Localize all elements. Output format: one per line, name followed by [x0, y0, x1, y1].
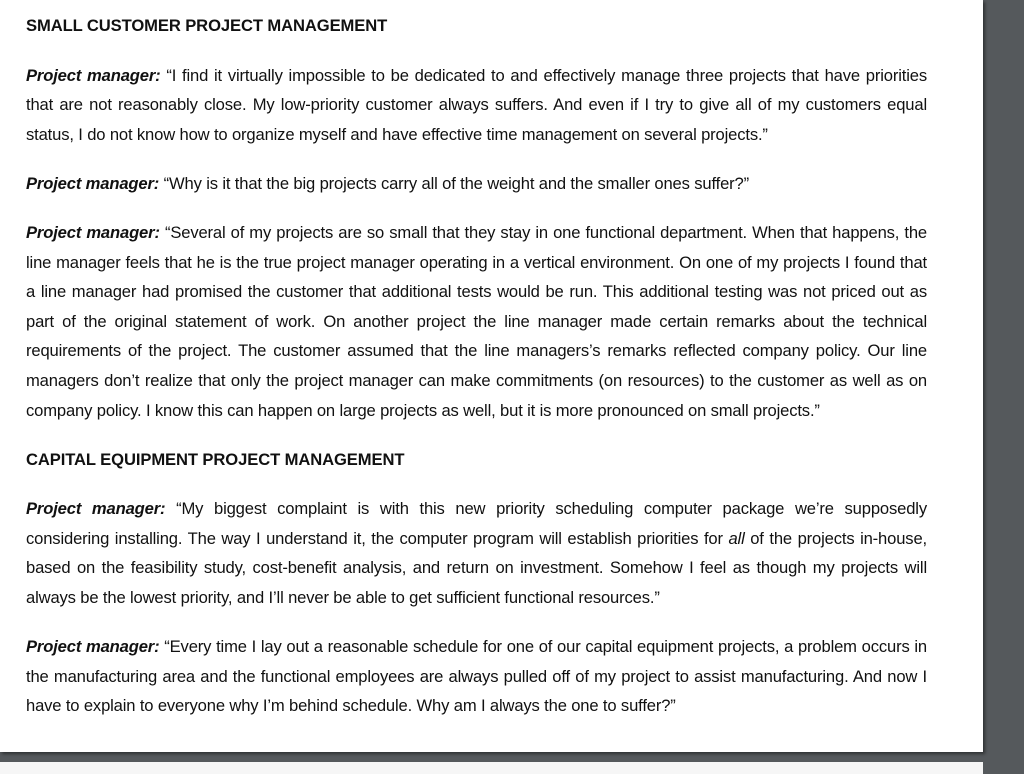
- quote-paragraph: [26, 169, 927, 199]
- speaker-label: Project manager:: [26, 173, 160, 193]
- page-content: [26, 11, 927, 721]
- quote-paragraph: [26, 494, 927, 612]
- quote-text: “Several of my projects are so small that they stay in one functional department. When that happens, the line manager feels that he is the true project manager operating in a vertical environment. On one of my projects I found that a line manager had promised the customer that additional tests would be run. This additional testing was not priced out as part of the original statement of work. On another project the line manager made certain remarks about the technical requirements of the project. The customer assumed that the line managers’s remarks reflected company policy. Our line managers don’t realize that only the project manager can make commitments (on resources) to the customer as well as on company policy. I know this can happen on large projects as well, but it is more pronounced on small projects.”: [26, 222, 927, 420]
- section-heading-small-customer: SMALL CUSTOMER PROJECT MANAGEMENT: [26, 16, 388, 35]
- next-page-edge: [0, 762, 983, 774]
- quote-text: “My biggest complaint is with this new priority scheduling computer package we’re supposedly considering installing. The way I understand it, the computer program will establish priorities for: [26, 499, 927, 548]
- quote-text: of the projects in-house, based on the feasibility study, cost-benefit analysis, and return on investment. Somehow I feel as though my projects will always be the lowest priority, and I’ll never be able to get sufficient functional resources.”: [26, 528, 927, 607]
- quote-paragraph: [26, 218, 927, 425]
- quote-paragraph: [26, 632, 927, 721]
- section-heading-capital-equipment: CAPITAL EQUIPMENT PROJECT MANAGEMENT: [26, 449, 405, 469]
- speaker-label: Project manager:: [26, 222, 160, 242]
- quote-text: “Every time I lay out a reasonable schedule for one of our capital equipment projects, a problem occurs in the manufacturing area and the functional employees are always pulled off of my project to assist manufacturing. And now I have to explain to everyone why I’m behind schedule. Why am I always the one to suffer?”: [26, 637, 927, 716]
- speaker-label: Project manager:: [26, 65, 161, 85]
- quote-emphasis: all: [728, 528, 745, 548]
- quote-paragraph: [26, 61, 927, 150]
- quote-text: “Why is it that the big projects carry all of the weight and the smaller ones suffer?”: [159, 173, 749, 193]
- quote-text: “I find it virtually impossible to be dedicated to and effectively manage three projects that have priorities that are not reasonably close. My low-priority customer always suffers. And even if I try to give all of my customers equal status, I do not know how to organize myself and have effective time management on several projects.”: [26, 65, 927, 144]
- speaker-label: Project manager:: [26, 499, 166, 519]
- speaker-label: Project manager:: [26, 637, 160, 657]
